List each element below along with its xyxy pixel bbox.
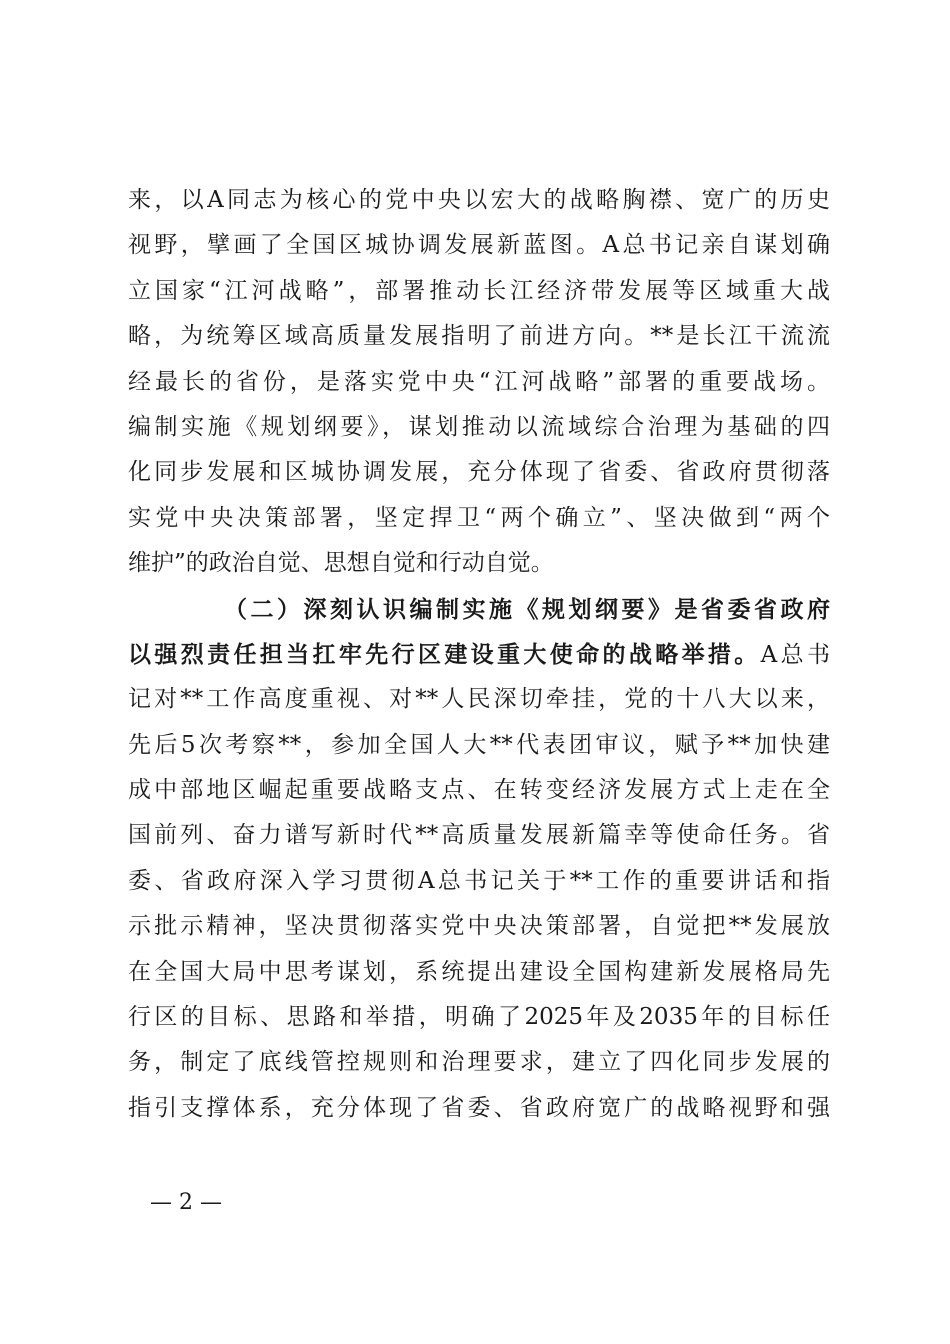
text-line: 委、省政府深入学习贯彻A总书记关于**工作的重要讲话和指 (128, 867, 830, 894)
text-line: 来，以A同志为核心的党中央以宏大的战略胸襟、宽广的历史 (128, 187, 830, 213)
text-line: 实党中央决策部署，坚定捍卫“两个确立”、坚决做到“两个 (128, 504, 830, 531)
text-line: 化同步发展和区城协调发展，充分体现了省委、省政府贯彻落 (128, 459, 830, 486)
text-line: 国前列、奋力谱写新时代**高质量发展新篇幸等使命任务。省 (128, 822, 830, 849)
text-line: 先后5次考察**，参加全国人大**代表团审议，赋予**加快建 (128, 731, 830, 758)
text-line: 务，制定了底线管控规则和治理要求，建立了四化同步发展的 (128, 1049, 830, 1076)
text-line: 记对**工作高度重视、对**人民深切牵挂，党的十八大以来， (128, 686, 830, 713)
text-line: 编制实施《规划纲要》，谋划推动以流域综合治理为基础的四 (128, 413, 830, 440)
text-line: 指引支撑体系，充分体现了省委、省政府宽广的战略视野和强 (128, 1094, 830, 1121)
text-line: 示批示精神，坚决贯彻落实党中央决策部署，自觉把**发展放 (128, 913, 830, 940)
section-heading-rest: A总书 (760, 641, 830, 668)
section-heading: （二）深刻认识编制实施《规划纲要》是省委省政府 (224, 595, 830, 623)
text-line: 略，为统筹区域高质量发展指明了前进方向。**是长江干流流 (128, 323, 830, 350)
body-text (128, 178, 830, 1131)
text-line: 在全国大局中思考谋划，系统提出建设全国构建新发展格局先 (128, 958, 830, 985)
text-line: 成中部地区崛起重要战略支点、在转变经济发展方式上走在全 (128, 777, 830, 804)
text-line: 经最长的省份，是落实党中央“江河战略”部署的重要战场。 (128, 368, 830, 395)
text-line: 视野，擘画了全国区城协调发展新蓝图。A总书记亲自谋划确 (128, 232, 830, 259)
page-number: — 2 — (150, 1190, 222, 1215)
text-line: 行区的目标、思路和举措，明确了2025年及2035年的目标任 (128, 1004, 830, 1031)
section-heading-continued (128, 632, 830, 677)
text-line: 立国家“江河战略”，部署推动长江经济带发展等区域重大战 (128, 277, 830, 304)
text-line: 维护”的政治自觉、思想自觉和行动自觉。 (128, 550, 554, 577)
section-heading-bold: 以强烈责任担当扛牢先行区建设重大使命的战略举措。 (128, 640, 761, 668)
